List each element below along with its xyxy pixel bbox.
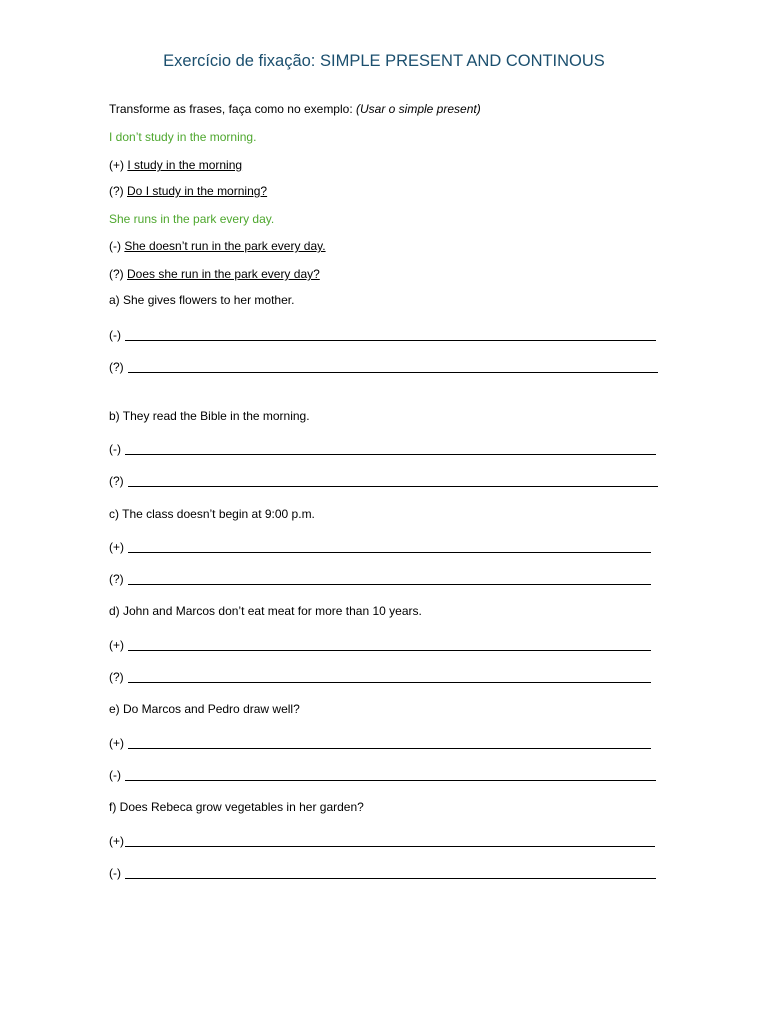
answer-line bbox=[128, 486, 658, 487]
blank-sign: (-) bbox=[109, 768, 121, 782]
answer-text: Do I study in the morning? bbox=[127, 184, 268, 198]
example-answer bbox=[109, 265, 320, 283]
answer-sign: (?) bbox=[109, 184, 124, 198]
blank-sign: (-) bbox=[109, 866, 121, 880]
exercise-prompt: c) The class doesn’t begin at 9:00 p.m. bbox=[109, 507, 315, 521]
exercise-prompt: d) John and Marcos don’t eat meat for more than 10 years. bbox=[109, 604, 422, 618]
page-title: Exercício de fixação: SIMPLE PRESENT AND CONTINOUS bbox=[163, 52, 605, 70]
blank-sign: (+) bbox=[109, 638, 124, 652]
instruction bbox=[109, 100, 481, 118]
answer-text: She doesn’t run in the park every day. bbox=[124, 239, 326, 253]
blank-sign: (?) bbox=[109, 572, 124, 586]
blank-sign: (+) bbox=[109, 736, 124, 750]
answer-blank-row bbox=[109, 734, 651, 752]
blank-sign: (+) bbox=[109, 834, 124, 848]
answer-line bbox=[125, 846, 655, 847]
example-sentence: I don’t study in the morning. bbox=[109, 130, 257, 144]
answer-blank-row bbox=[109, 864, 656, 882]
exercise-prompt: a) She gives flowers to her mother. bbox=[109, 293, 295, 307]
answer-blank-row bbox=[109, 472, 658, 490]
answer-line bbox=[128, 748, 651, 749]
blank-sign: (-) bbox=[109, 442, 121, 456]
answer-line bbox=[128, 682, 651, 683]
answer-blank-row bbox=[109, 832, 655, 850]
answer-sign: (-) bbox=[109, 239, 121, 253]
answer-blank-row bbox=[109, 440, 656, 458]
answer-line bbox=[125, 878, 656, 879]
answer-line bbox=[128, 584, 651, 585]
answer-sign: (?) bbox=[109, 267, 124, 281]
example-answer bbox=[109, 156, 242, 174]
example-answer bbox=[109, 237, 326, 255]
example-answer bbox=[109, 182, 267, 200]
instruction-text: Transforme as frases, faça como no exemplo: bbox=[109, 102, 353, 116]
blank-sign: (+) bbox=[109, 540, 124, 554]
answer-text: I study in the morning bbox=[127, 158, 243, 172]
example-sentence: She runs in the park every day. bbox=[109, 212, 275, 226]
blank-sign: (?) bbox=[109, 474, 124, 488]
answer-blank-row bbox=[109, 636, 651, 654]
answer-line bbox=[125, 454, 656, 455]
answer-line bbox=[125, 340, 656, 341]
answer-blank-row bbox=[109, 538, 651, 556]
answer-blank-row bbox=[109, 570, 651, 588]
answer-text: Does she run in the park every day? bbox=[127, 267, 320, 281]
blank-sign: (-) bbox=[109, 328, 121, 342]
answer-line bbox=[128, 650, 651, 651]
exercise-prompt: e) Do Marcos and Pedro draw well? bbox=[109, 702, 300, 716]
answer-blank-row bbox=[109, 668, 651, 686]
answer-line bbox=[128, 552, 651, 553]
answer-blank-row bbox=[109, 766, 656, 784]
answer-blank-row bbox=[109, 326, 656, 344]
answer-line bbox=[125, 780, 656, 781]
answer-sign: (+) bbox=[109, 158, 124, 172]
blank-sign: (?) bbox=[109, 670, 124, 684]
exercise-prompt: b) They read the Bible in the morning. bbox=[109, 409, 310, 423]
answer-line bbox=[128, 372, 658, 373]
blank-sign: (?) bbox=[109, 360, 124, 374]
exercise-prompt: f) Does Rebeca grow vegetables in her garden? bbox=[109, 800, 364, 814]
instruction-note: (Usar o simple present) bbox=[356, 102, 481, 116]
answer-blank-row bbox=[109, 358, 658, 376]
